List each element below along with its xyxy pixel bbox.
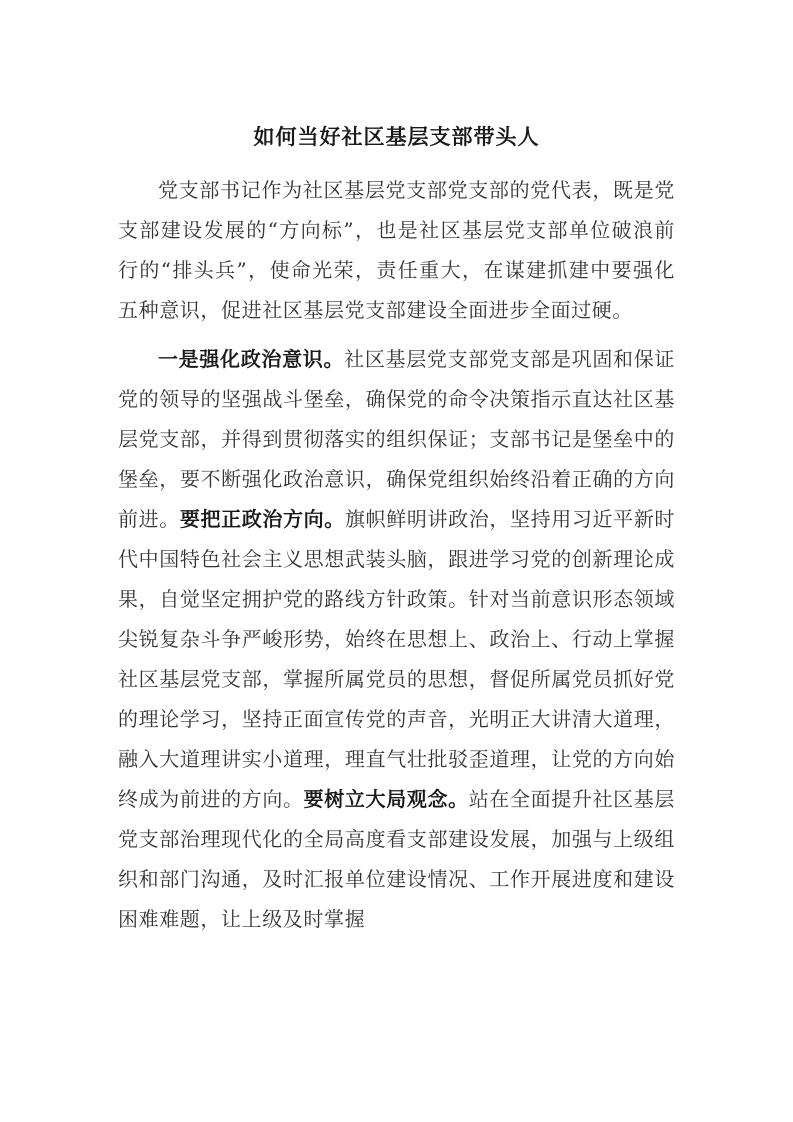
paragraph-text: 站在全面提升社区基层党支部治理现代化的全局高度看支部建设发展，加强与上级组织和部门沟通，及时汇报单位建设情况、工作开展进度和建设困难难题，让上级及时掌握 [118, 787, 675, 931]
paragraph-text: 旗帜鲜明讲政治，坚持用习近平新时代中国特色社会主义思想武装头脑，跟进学习党的创新理论成果，自觉坚定拥护党的路线方针政策。针对当前意识形态领域尖锐复杂斗争严峻形势，始终在思想上、政治上、行动上掌握社区基层党支部，掌握所属党员的思想，督促所属党员抓好党的理论学习，坚持正面宣传党的声音，光明正大讲清大道理，融入大道理讲实小道理，理直气壮批驳歪道理，让党的方向始终成为前进的方向。 [118, 507, 675, 811]
section-heading-political-awareness: 一是强化政治意识。 [158, 347, 345, 371]
subheading-overall-view: 要树立大局观念。 [303, 787, 469, 811]
paragraph-text: 社区基层党支部党支部是巩固和保证党的领导的坚强战斗堡垒，确保党的命令决策指示直达社区基层党支部，并得到贯彻落实的组织保证；支部书记是堡垒中的堡垒，要不断强化政治意识，确保党组织始终沿着正确的方向前进。 [118, 347, 675, 531]
paragraph-text: 党支部书记作为社区基层党支部党支部的党代表，既是党支部建设发展的“方向标”，也是社区基层党支部单位破浪前行的“排头兵”，使命光荣，责任重大，在谋建抓建中要强化五种意识，促进社区基层党支部建设全面进步全面过硬。 [118, 178, 675, 322]
subheading-political-direction: 要把正政治方向。 [179, 507, 345, 531]
political-awareness-paragraph [118, 339, 675, 939]
document-title: 如何当好社区基层支部带头人 [253, 125, 540, 149]
document-body [118, 170, 675, 939]
intro-paragraph [118, 170, 675, 330]
